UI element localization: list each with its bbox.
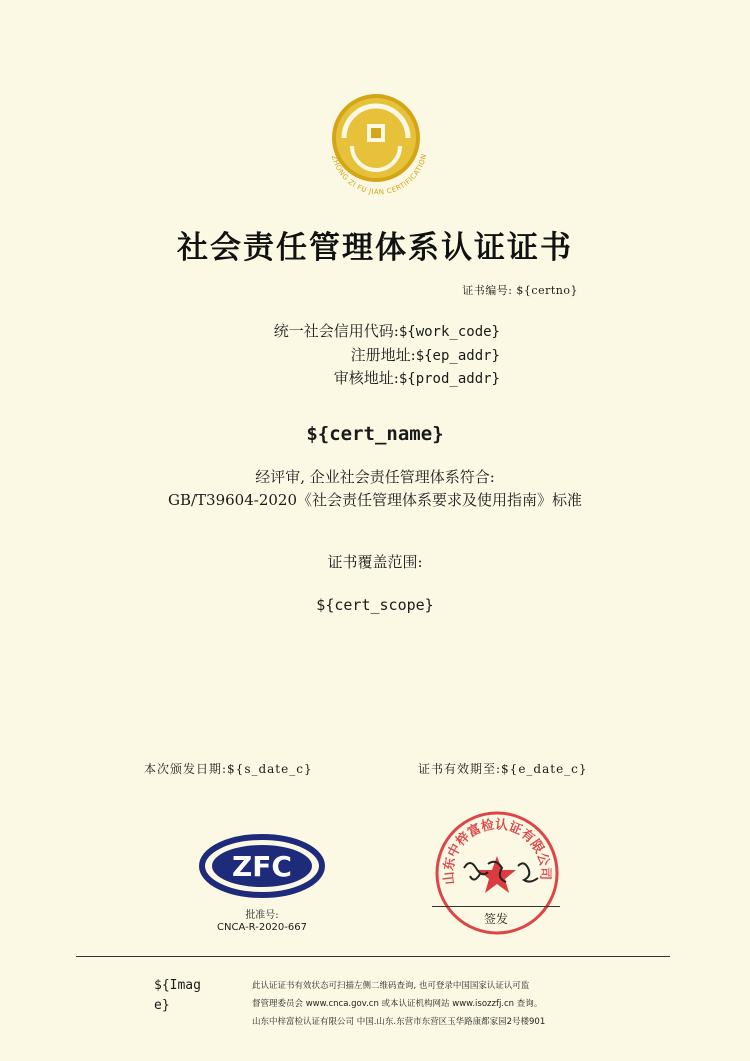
prod-addr-value: ${prod_addr} [398,371,500,387]
assessment-standard: GB/T39604-2020《社会责任管理体系要求及使用指南》标准 [167,491,583,509]
ep-addr-label: 注册地址: [350,346,416,364]
company-logo [318,86,440,208]
signature-line [432,906,560,907]
zfc-logo-text: ZFC [232,850,292,883]
work-code-value: ${work_code} [398,324,500,340]
approval-number: CNCA-R-2020-667 [217,922,307,933]
zfc-accreditation-logo [199,834,325,898]
certificate-number: 证书编号: ${certno} [462,284,578,297]
scope-value: ${cert_scope} [316,596,434,614]
approval-label: 批准号: [245,910,279,921]
scope-label: 证书覆盖范围: [327,553,423,571]
footer-verification-line-2: 督管理委员会 www.cnca.gov.cn 或本认证机构网站 www.isozzfj.cn 查询。 [252,999,543,1009]
seal-text: 山东中梓富检认证有限公司 [441,817,553,886]
ep-addr-row [351,344,500,365]
assessment-statement: 经评审, 企业社会责任管理体系符合: [255,468,495,486]
work-code-row [274,320,500,341]
issue-date: 本次颁发日期:${s_date_c} [144,762,313,776]
prod-addr-label: 审核地址: [333,369,399,387]
work-code-label: 统一社会信用代码: [273,322,399,340]
qr-code-placeholder: ${Image} [154,978,201,1013]
certified-organization-name: ${cert_name} [306,423,444,445]
logo-ring-text: ZHONG ZI FU JIAN CERTIFICATION [329,152,429,197]
ep-addr-value: ${ep_addr} [415,348,500,364]
expiry-date: 证书有效期至:${e_date_c} [418,762,588,776]
certificate-title: 社会责任管理体系认证证书 [177,230,573,266]
signature-label: 签发 [483,912,508,926]
prod-addr-row [334,367,500,388]
footer-divider [76,956,670,957]
footer-verification-line-1: 此认证证书有效状态可扫描左侧二维码查询, 也可登录中国国家认证认可监 [252,981,530,991]
footer-company-address: 山东中梓富检认证有限公司 中国.山东.东营市东营区玉华路康都家园2号楼901 [252,1017,546,1027]
